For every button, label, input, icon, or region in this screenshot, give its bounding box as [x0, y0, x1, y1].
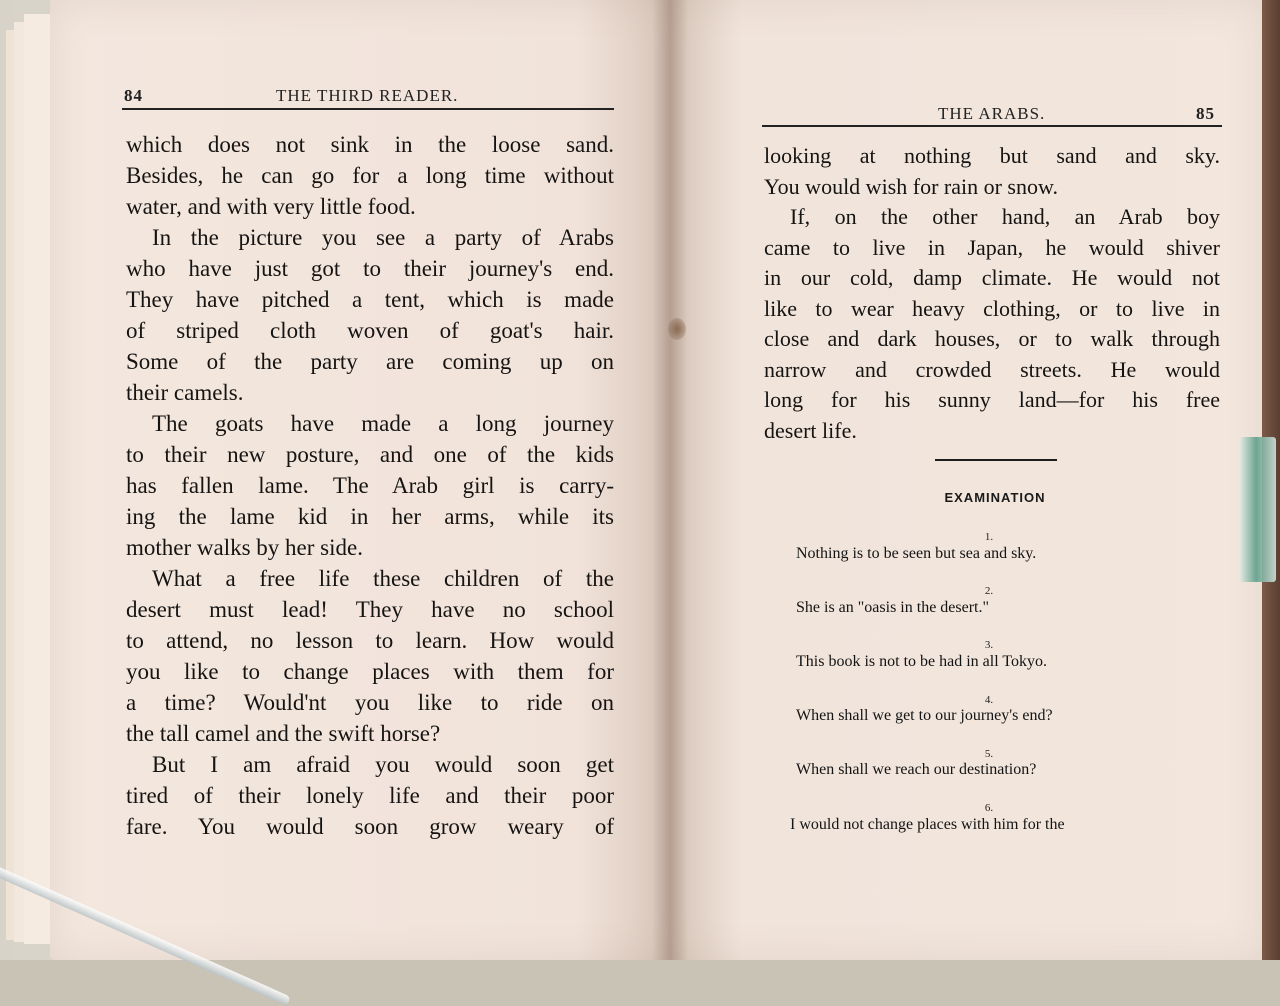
right-header-rule [762, 125, 1222, 127]
text-line: They have pitched a tent, which is made [126, 287, 614, 312]
exam-item-text: She is an "oasis in the desert." [796, 599, 990, 616]
exam-item-text: I would not change places with him for the [790, 816, 1065, 833]
right-running-head: THE ARABS. [938, 104, 1046, 123]
left-page-number: 84 [124, 86, 143, 105]
page-tab-marker [1240, 437, 1276, 582]
text-line: you like to change places with them for [126, 659, 614, 684]
text-line: who have just got to their journey's end. [126, 256, 614, 281]
text-line: of striped cloth woven of goat's hair. [126, 318, 614, 343]
text-line: Besides, he can go for a long time without [126, 163, 614, 188]
left-running-head: THE THIRD READER. [276, 86, 459, 105]
exam-item-number: 3. [984, 639, 994, 651]
text-line: in our cold, damp climate. He would not [764, 265, 1220, 290]
exam-item-number: 4. [984, 694, 994, 706]
text-line: You would wish for rain or snow. [764, 173, 1058, 199]
text-line: has fallen lame. The Arab girl is carry- [126, 473, 614, 498]
text-line: close and dark houses, or to walk through [764, 326, 1220, 351]
text-line: like to wear heavy clothing, or to live in [764, 295, 1220, 321]
book-gutter [652, 0, 688, 960]
left-header-rule [122, 108, 614, 110]
section-divider-rule [935, 459, 1057, 461]
right-page-number: 85 [1196, 104, 1215, 123]
left-page-body [126, 129, 614, 842]
text-line: to their new posture, and one of the kids [126, 442, 614, 467]
text-line: to attend, no lesson to learn. How would [126, 628, 614, 653]
text-line: But I am afraid you would soon get [152, 752, 614, 777]
text-line: tired of their lonely life and their poor [126, 783, 614, 808]
text-line: If, on the other hand, an Arab boy [790, 204, 1220, 229]
text-line: the tall camel and the swift horse? [126, 721, 441, 746]
text-line: ing the lame kid in her arms, while its [126, 504, 614, 529]
exam-item-text: When shall we get to our journey's end? [796, 707, 1053, 724]
exam-item-text: This book is not to be had in all Tokyo. [796, 653, 1048, 670]
text-line: water, and with very little food. [126, 194, 416, 219]
text-line: desert life. [764, 417, 857, 443]
exam-item-text: When shall we reach our destination? [796, 761, 1037, 778]
text-line: In the picture you see a party of Arabs [152, 225, 614, 250]
text-line: their camels. [126, 380, 244, 405]
text-line: Some of the party are coming up on [126, 349, 614, 374]
text-line: What a free life these children of the [152, 566, 614, 591]
text-line: looking at nothing but sand and sky. [764, 143, 1220, 168]
exam-item-text: Nothing is to be seen but sea and sky. [796, 545, 1037, 562]
text-line: a time? Would'nt you like to ride on [126, 690, 614, 715]
exam-item-number: 2. [984, 585, 994, 597]
stain-mark [668, 318, 686, 340]
text-line: fare. You would soon grow weary of [126, 814, 614, 839]
exam-item-number: 1. [984, 531, 994, 543]
text-line: which does not sink in the loose sand. [126, 132, 614, 157]
text-line: mother walks by her side. [126, 535, 363, 560]
exam-item-number: 6. [984, 802, 994, 814]
examination-heading: EXAMINATION [944, 490, 1046, 505]
exam-item-number: 5. [984, 748, 994, 760]
right-page-body [764, 141, 1220, 446]
text-line: long for his sunny land—for his free [764, 387, 1220, 412]
text-line: desert must lead! They have no school [126, 597, 614, 622]
text-line: came to live in Japan, he would shiver [764, 234, 1220, 260]
text-line: narrow and crowded streets. He would [764, 356, 1220, 382]
text-line: The goats have made a long journey [152, 411, 614, 436]
